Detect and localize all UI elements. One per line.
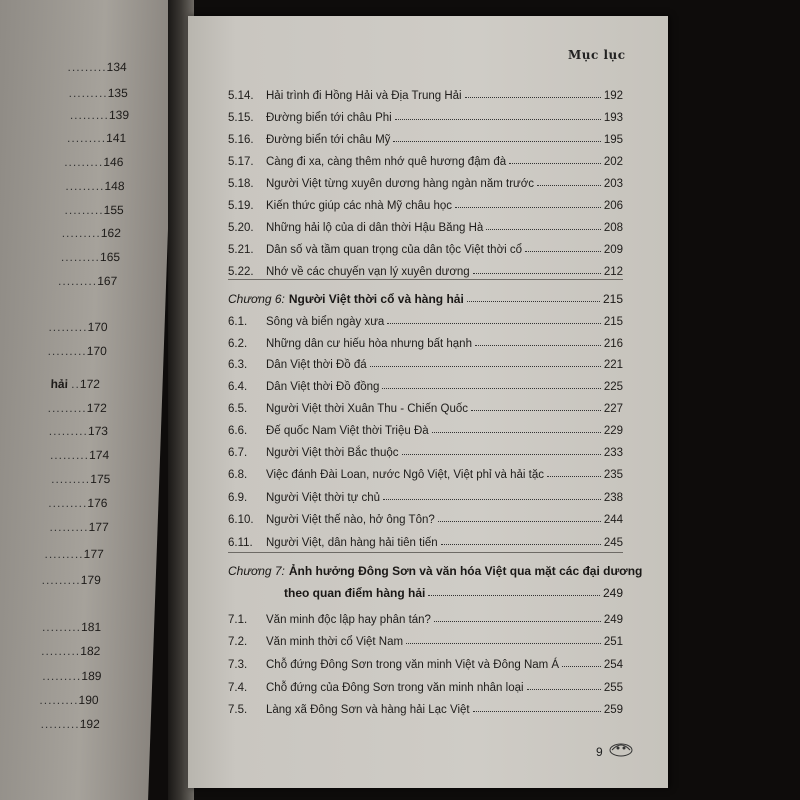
left-page-entry [64,203,124,217]
section-title: Kiến thức giúp các nhà Mỹ châu học [266,200,453,212]
section-number: 5.19. [228,200,254,212]
chapter-title: theo quan điểm hàng hải [284,586,426,600]
left-page-entry [39,693,99,707]
left-page-entry [69,86,129,100]
section-page: 195 [603,134,623,146]
section-page: 249 [603,614,623,626]
section-number: 7.5. [228,704,248,716]
chapter-separator [228,279,623,280]
leader-dots: ......... [61,226,102,240]
chapter-heading-line2 [284,582,623,600]
section-page: 193 [603,112,623,124]
leader-dots: ......... [41,573,82,587]
leader-dots [395,118,601,120]
toc-entry [228,441,623,459]
toc-entry [228,531,623,549]
leader-dots: ......... [48,496,88,510]
leader-dots [486,228,601,230]
toc-entry [228,397,623,415]
section-number: 6.11. [228,537,253,549]
toc-entry [228,332,623,350]
left-page-entry [48,401,108,415]
left-page-number: 176 [87,496,108,510]
section-title: Chỗ đứng Đông Sơn trong văn minh Việt và Đông Nam Á [266,659,560,671]
section-page: 251 [603,636,623,648]
section-number: 7.2. [228,636,248,648]
left-page-entry [47,344,107,358]
section-number: 5.21. [228,244,254,256]
left-page-entry [49,520,109,534]
page-header-title: Mục lục [568,48,626,62]
left-page-number: 174 [88,448,110,462]
left-page-entry [62,226,122,240]
toc-entry [228,419,623,437]
left-page-entry [50,448,110,462]
leader-dots: ......... [48,424,89,438]
section-page: 259 [603,704,623,716]
leader-dots: ......... [60,250,101,264]
left-page-entry [42,669,102,683]
section-title: Đường biển tới châu Mỹ [266,134,391,146]
section-title: Văn minh độc lập hay phân tán? [266,614,431,626]
section-number: 7.4. [228,682,248,694]
leader-dots [432,431,601,433]
section-page: 209 [603,244,623,256]
leader-dots [428,594,600,596]
section-title: Hải trình đi Hồng Hải và Địa Trung Hải [266,90,462,102]
left-page [0,0,176,800]
section-title: Người Việt thời Xuân Thu - Chiến Quốc [266,403,468,415]
leader-dots: ......... [41,620,82,634]
leader-dots [383,498,601,500]
left-page-number: 190 [78,693,99,707]
toc-entry [228,106,623,124]
left-page-entry [50,377,100,391]
left-page-entry [67,131,127,145]
toc-entry [228,698,623,716]
left-page-entry [61,250,121,264]
leader-dots: ......... [47,401,88,415]
section-number: 6.1. [228,316,248,328]
section-page: 192 [603,90,623,102]
left-page-number: 170 [86,344,108,358]
section-title: Những hải lộ của di dân thời Hậu Băng Hà [266,222,484,234]
leader-dots: ......... [66,131,107,145]
leader-dots: ......... [47,344,88,358]
leader-dots: ......... [67,60,107,74]
leader-dots: ......... [69,108,110,122]
leader-dots: ......... [49,520,89,534]
left-page-number: 175 [90,472,111,486]
section-page: 238 [603,492,623,504]
leader-dots [527,688,601,690]
leader-dots [467,300,600,302]
section-page: 215 [603,316,623,328]
chapter-page: 215 [602,292,623,306]
toc-entry [228,260,623,278]
chapter-label: Chương 7: [228,564,285,578]
leader-dots [434,620,601,622]
toc-entry [228,676,623,694]
left-page-entry [41,644,101,658]
leader-dots [525,250,601,252]
section-title: Dân số và tầm quan trọng của dân tộc Việt thời cổ [266,244,523,256]
chapter-title: Ảnh hưởng Đông Sơn và văn hóa Việt qua mặt các đại dương [288,564,643,578]
section-page: 254 [603,659,623,671]
section-title: Văn minh thời cổ Việt Nam [266,636,404,648]
section-title: Sông và biển ngày xưa [266,316,385,328]
left-page-number: 148 [104,179,125,193]
leader-dots [370,365,601,367]
left-page-number: 155 [103,203,124,217]
left-page-number: 182 [80,644,101,658]
left-page-entry [64,155,124,169]
section-number: 7.3. [228,659,248,671]
left-page-number: 141 [105,131,127,145]
toc-entry [228,216,623,234]
left-page-number: 177 [83,547,104,561]
left-page-number: 170 [87,320,108,334]
left-page-number: 172 [79,377,101,391]
section-title: Dân Việt thời Đồ đồng [266,381,380,393]
left-page-number: 192 [79,717,101,731]
left-page-number: 179 [80,573,102,587]
toc-entry [228,194,623,212]
section-number: 6.10. [228,514,254,526]
toc-entry [228,375,623,393]
toc-entry [228,653,623,671]
leader-dots [562,665,601,667]
left-page-entry [48,496,108,510]
leader-dots [547,475,601,477]
left-page-number: 139 [108,108,130,122]
chapter-label: Chương 6: [228,292,285,306]
left-page-number: 167 [96,274,118,288]
toc-entry [228,630,623,648]
left-page-entry [51,472,111,486]
toc-entry [228,128,623,146]
left-page-entry [70,108,130,122]
section-page: 245 [603,537,623,549]
section-page: 212 [603,266,623,278]
chapter-page: 249 [602,586,623,600]
left-page-entry [58,274,118,288]
left-page-entry [67,60,127,74]
leader-dots: ......... [40,717,80,731]
leader-dots [438,520,601,522]
leader-dots [382,387,600,389]
leader-dots [406,642,601,644]
leader-dots [441,543,601,545]
left-page-number: 162 [100,226,122,240]
left-page-entry [42,573,102,587]
section-title: Làng xã Đông Sơn và hàng hải Lạc Việt [266,704,470,716]
section-title: Người Việt thế nào, hở ông Tôn? [266,514,435,526]
leader-dots [471,409,601,411]
left-page-number: 181 [80,620,102,634]
leader-dots: ......... [68,86,109,100]
section-number: 5.18. [228,178,254,190]
toc-entry [228,172,623,190]
leader-dots [465,96,601,98]
section-number: 6.6. [228,425,248,437]
leader-dots: ......... [51,472,91,486]
section-number: 6.4. [228,381,248,393]
left-page-entry [40,717,100,731]
section-number: 5.15. [228,112,254,124]
leader-dots [475,344,601,346]
chapter-heading [228,560,643,578]
chapter-heading [228,288,623,306]
section-number: 5.16. [228,134,254,146]
left-page-number: 134 [106,60,127,74]
leader-dots: .. [71,377,81,391]
section-page: 227 [603,403,623,415]
section-title: Đường biển tới châu Phi [266,112,392,124]
leader-dots: ......... [41,644,81,658]
left-page-number: 146 [103,155,124,169]
leader-dots [455,206,601,208]
section-number: 5.14. [228,90,254,102]
toc-entry [228,463,623,481]
toc-entry [228,310,623,328]
toc-entry [228,508,623,526]
chapter-separator [228,552,623,553]
section-number: 5.20. [228,222,254,234]
section-title: Người Việt, dân hàng hải tiên tiến [266,537,438,549]
chapter-title: Người Việt thời cổ và hàng hải [288,292,464,306]
leader-dots: ......... [44,547,84,561]
section-page: 235 [603,469,623,481]
leader-dots [473,272,601,274]
toc-entry [228,238,623,256]
section-page: 216 [603,338,623,350]
left-page-number: 165 [99,250,121,264]
toc-entry [228,608,623,626]
leader-dots: ......... [64,155,104,169]
ornament-icon [608,738,634,758]
leader-dots: ......... [57,274,98,288]
leader-dots [509,162,601,164]
section-title: Những dân cư hiếu hòa nhưng bất hạnh [266,338,472,350]
leader-dots: ......... [39,693,79,707]
leader-dots [402,453,601,455]
section-page: 255 [603,682,623,694]
section-number: 6.9. [228,492,248,504]
left-page-number: 177 [88,520,109,534]
page-number: 9 [596,745,603,759]
leader-dots [537,184,601,186]
left-page-entry [49,424,109,438]
section-number: 5.22. [228,266,254,278]
section-title: Người Việt thời Bắc thuộc [266,447,399,459]
section-number: 6.5. [228,403,248,415]
left-page-number: 173 [87,424,109,438]
left-page-entry [44,547,104,561]
section-page: 202 [603,156,623,168]
left-page-number: 135 [107,86,129,100]
leader-dots: ......... [48,320,88,334]
section-title: Nhớ về các chuyến vạn lý xuyên dương [266,266,470,278]
section-title: Đế quốc Nam Việt thời Triệu Đà [266,425,429,437]
leader-dots: ......... [42,669,82,683]
section-number: 6.8. [228,469,248,481]
section-page: 233 [603,447,623,459]
toc-entry [228,486,623,504]
section-number: 7.1. [228,614,248,626]
section-title: Càng đi xa, càng thêm nhớ quê hương đậm đà [266,156,507,168]
section-number: 6.7. [228,447,248,459]
toc-entry [228,353,623,371]
left-page-number: 172 [86,401,108,415]
section-page: 206 [603,200,623,212]
section-page: 244 [603,514,623,526]
section-title: Chỗ đứng của Đông Sơn trong văn minh nhân loại [266,682,524,694]
section-page: 208 [603,222,623,234]
section-title: Người Việt từng xuyên dương hàng ngàn năm trước [266,178,535,190]
section-number: 5.17. [228,156,254,168]
left-page-entry [48,320,108,334]
section-title: Người Việt thời tự chủ [266,492,381,504]
section-page: 225 [603,381,623,393]
toc-entry [228,84,623,102]
leader-dots [473,710,601,712]
left-page-entry [42,620,102,634]
leader-dots [387,322,601,324]
leader-dots [393,140,600,142]
leader-dots: ......... [65,179,105,193]
left-fragment: hải [50,377,72,391]
section-number: 6.2. [228,338,248,350]
section-page: 229 [603,425,623,437]
section-title: Việc đánh Đài Loan, nước Ngô Việt, Việt phỉ và hải tặc [266,469,544,481]
section-page: 221 [603,359,623,371]
leader-dots: ......... [49,448,90,462]
section-number: 6.3. [228,359,248,371]
leader-dots: ......... [64,203,104,217]
toc-entry [228,150,623,168]
section-page: 203 [603,178,623,190]
left-page-number: 189 [81,669,102,683]
section-title: Dân Việt thời Đồ đá [266,359,367,371]
left-page-entry [65,179,125,193]
